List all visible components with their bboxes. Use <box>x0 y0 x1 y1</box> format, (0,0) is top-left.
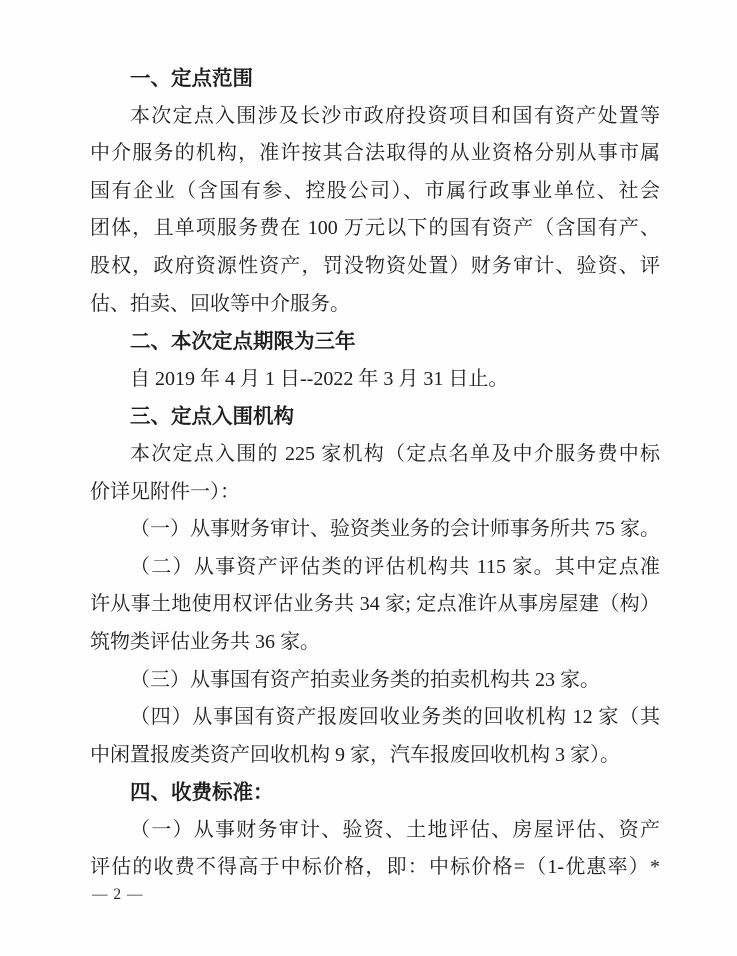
text-line: 筑物类评估业务共 36 家。 <box>90 630 320 653</box>
text-line: 中闲置报废类资产回收机构 9 家，汽车报废回收机构 3 家）。 <box>90 743 620 766</box>
text-line: 国有企业（含国有参、控股公司）、市属行政事业单位、社会 <box>90 179 660 202</box>
text-line: （三）从事国有资产拍卖业务类的拍卖机构共 23 家。 <box>130 668 600 691</box>
section-heading: 四、收费标准： <box>130 781 274 805</box>
section-heading: 二、本次定点期限为三年 <box>130 330 356 354</box>
section-heading: 一、定点范围 <box>130 67 253 90</box>
text-line: 本次定点入围涉及长沙市政府投资项目和国有资产处置等 <box>130 104 660 127</box>
text-line: 评估的收费不得高于中标价格，即：中标价格=（1-优惠率）* <box>90 856 660 879</box>
text-line: 自 2019 年 4 月 1 日--2022 年 3 月 31 日止。 <box>130 367 509 390</box>
text-line: 本次定点入围的 225 家机构（定点名单及中介服务费中标 <box>130 442 660 465</box>
section-heading: 三、定点入围机构 <box>130 405 294 429</box>
text-line: 股权，政府资源性资产，罚没物资处置）财务审计、验资、评 <box>90 254 660 277</box>
text-line: （一）从事财务审计、验资类业务的会计师事务所共 75 家。 <box>130 518 660 541</box>
text-line: 许从事土地使用权评估业务共 34 家; 定点准许从事房屋建（构） <box>90 593 660 616</box>
text-line: 价详见附件一）： <box>90 480 240 503</box>
text-line: （一）从事财务审计、验资、土地评估、房屋评估、资产 <box>130 818 660 841</box>
text-line: （四）从事国有资产报废回收业务类的回收机构 12 家（其 <box>130 706 660 729</box>
text-line: （二）从事资产评估类的评估机构共 115 家。其中定点准 <box>130 555 660 578</box>
text-line: 中介服务的机构，准许按其合法取得的从业资格分别从事市属 <box>90 142 660 165</box>
page-number: — 2 — <box>92 886 144 903</box>
text-line: 估、拍卖、回收等中介服务。 <box>90 292 350 315</box>
text-line: 团体，且单项服务费在 100 万元以下的国有资产（含国有产、 <box>90 217 660 240</box>
